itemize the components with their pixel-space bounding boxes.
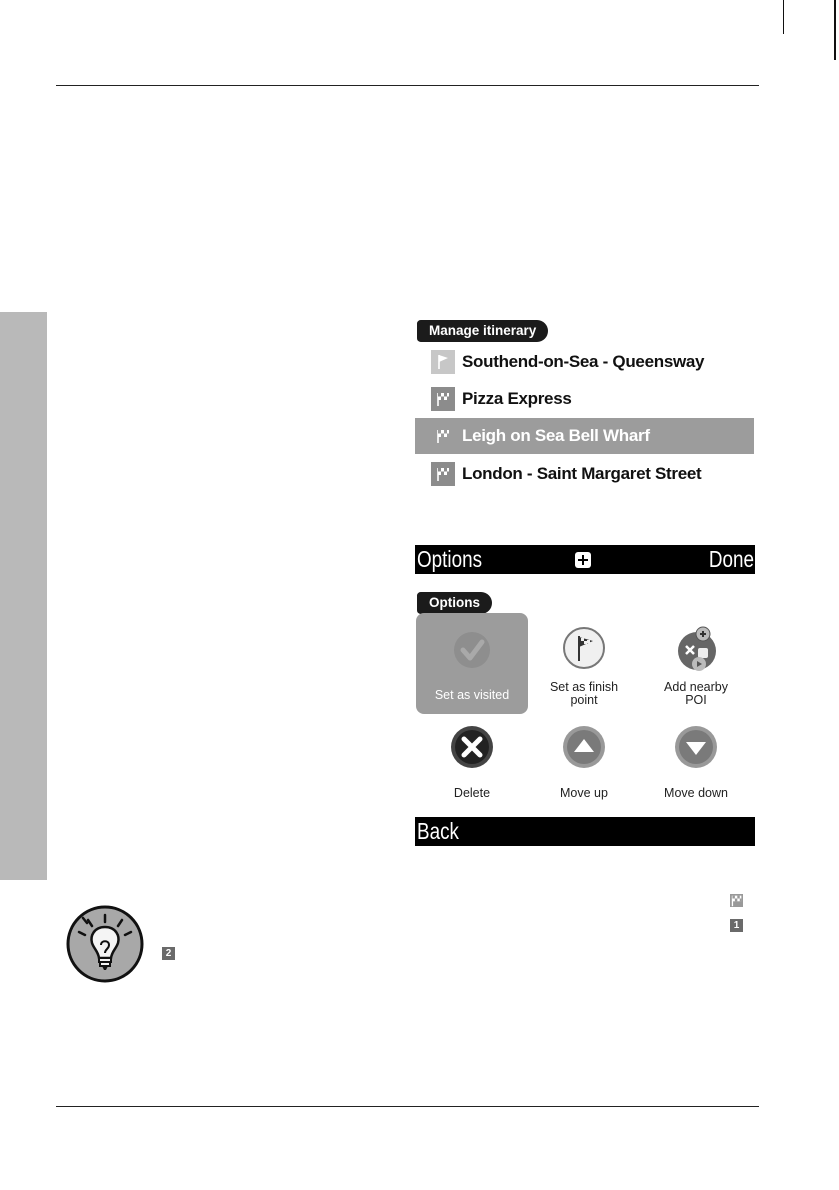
header-rule — [56, 85, 759, 86]
poi-icon — [674, 626, 718, 670]
arrow-down-icon — [674, 725, 718, 769]
option-label: Add nearby POI — [664, 680, 728, 707]
lightbulb-icon — [66, 905, 144, 983]
itinerary-row-label: Leigh on Sea Bell Wharf — [462, 426, 650, 445]
itinerary-row-label: Southend-on-Sea - Queensway — [462, 352, 705, 371]
waypoint-flag-icon — [431, 424, 455, 448]
waypoint-flag-icon — [431, 462, 455, 486]
arrow-up-icon — [562, 725, 606, 769]
waypoint-flag-icon — [730, 894, 743, 907]
start-flag-icon — [431, 350, 455, 374]
footer-rule — [56, 1106, 759, 1107]
screen-title: Manage itinerary — [417, 320, 548, 342]
itinerary-row[interactable] — [415, 456, 754, 492]
itinerary-row[interactable] — [415, 344, 754, 380]
itinerary-row-label: Pizza Express — [462, 389, 572, 408]
crop-mark-top — [783, 0, 784, 34]
itinerary-row-label: London - Saint Margaret Street — [462, 464, 702, 483]
set-as-finish-point-button[interactable] — [528, 613, 640, 714]
options-screen — [415, 590, 755, 846]
itinerary-row-selected[interactable] — [415, 418, 754, 454]
side-tab — [0, 312, 47, 880]
manage-itinerary-screen — [415, 318, 755, 574]
move-up-button[interactable] — [528, 725, 640, 805]
plus-icon[interactable] — [575, 552, 591, 568]
finish-flag-icon — [562, 626, 606, 670]
done-softkey[interactable]: Done — [708, 546, 754, 572]
option-label: Move up — [560, 786, 608, 800]
marker-1-icon: 1 — [730, 919, 743, 932]
back-softkey[interactable]: Back — [417, 818, 459, 844]
delete-button[interactable] — [416, 725, 528, 805]
move-down-button[interactable] — [640, 725, 752, 805]
softkey-bar — [415, 817, 755, 846]
set-as-visited-button[interactable] — [416, 613, 528, 714]
option-label: Set as finish point — [549, 680, 619, 707]
marker-2-icon: 2 — [162, 947, 175, 960]
option-label: Set as visited — [434, 688, 510, 702]
add-nearby-poi-button[interactable] — [640, 613, 752, 714]
itinerary-row[interactable] — [415, 381, 754, 417]
softkey-bar — [415, 545, 755, 574]
option-label: Move down — [664, 786, 728, 800]
check-icon — [450, 628, 494, 672]
options-softkey[interactable]: Options — [417, 546, 482, 572]
delete-icon — [450, 725, 494, 769]
screen-title: Options — [417, 592, 492, 614]
waypoint-flag-icon — [431, 387, 455, 411]
option-label: Delete — [453, 786, 491, 800]
crop-mark-top-right — [834, 0, 836, 60]
